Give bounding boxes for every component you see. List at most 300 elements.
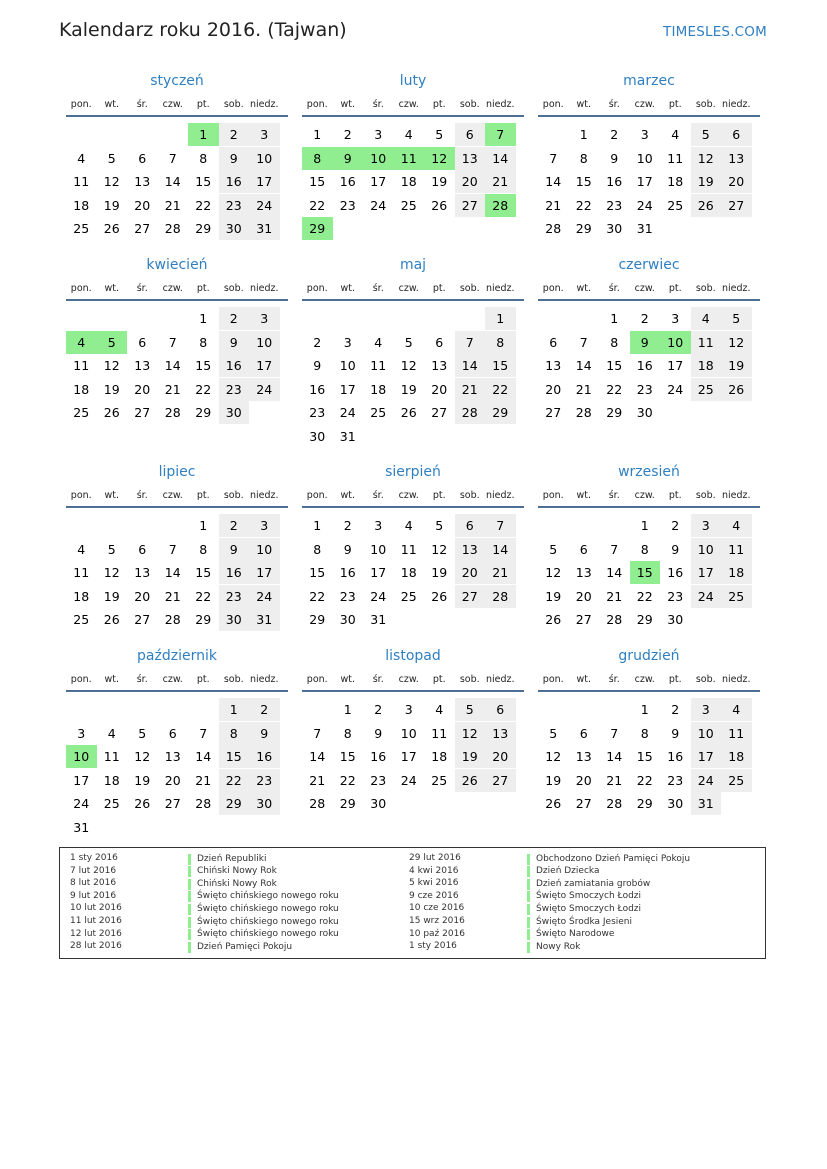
day-cell: 24 [370, 197, 387, 213]
day-cell: 26 [431, 588, 448, 604]
day-cell: 8 [343, 725, 352, 741]
day-cell: 14 [164, 174, 181, 189]
holiday-day-cell: 12 [424, 147, 455, 170]
day-cell: 26 [545, 796, 562, 811]
month-name: czerwiec [618, 257, 680, 273]
header-divider [66, 506, 288, 508]
day-cell: 28 [309, 796, 326, 811]
day-cell: 17 [370, 174, 387, 189]
weekday-header: śr. [372, 283, 384, 294]
day-cell: 7 [168, 150, 177, 166]
day-cell: 9 [219, 147, 250, 170]
weekday-header: sob. [695, 490, 716, 501]
day-cell: 1 [640, 702, 649, 717]
day-cell: 24 [667, 381, 684, 397]
day-cell: 1 [640, 518, 649, 533]
day-cell: 27 [575, 796, 592, 811]
day-cell: 26 [691, 194, 722, 217]
day-cell: 18 [103, 772, 120, 788]
day-cell: 17 [339, 381, 356, 397]
legend-holiday-name: Święto chińskiego nowego roku [188, 917, 339, 928]
day-cell: 1 [313, 518, 322, 533]
day-cell: 19 [545, 588, 562, 604]
day-cell: 1 [199, 518, 208, 533]
weekday-header: czw. [398, 283, 419, 294]
day-cell: 14 [606, 749, 623, 764]
day-cell: 30 [370, 796, 387, 811]
day-cell: 15 [485, 354, 516, 377]
legend-date: 11 lut 2016 [70, 916, 122, 926]
day-cell: 23 [667, 772, 684, 788]
weekday-header: niedz. [249, 99, 279, 110]
legend-date: 4 kwi 2016 [409, 865, 459, 876]
holiday-day-cell: 11 [394, 147, 425, 170]
day-cell: 15 [195, 174, 212, 189]
weekday-header: sob. [459, 674, 480, 685]
day-cell: 22 [219, 769, 250, 792]
day-cell: 10 [249, 331, 280, 354]
weekday-header: śr. [608, 674, 620, 685]
day-cell: 16 [667, 565, 684, 580]
day-cell: 12 [691, 147, 722, 170]
day-cell: 5 [691, 123, 722, 146]
weekday-header: wt. [340, 490, 355, 501]
day-cell: 29 [606, 405, 623, 420]
holiday-day-cell: 9 [630, 331, 661, 354]
day-cell: 8 [579, 150, 588, 166]
day-cell: 13 [721, 147, 752, 170]
weekday-header: śr. [372, 99, 384, 110]
day-cell: 16 [339, 565, 356, 580]
day-cell: 8 [640, 725, 649, 741]
day-cell: 25 [691, 378, 722, 401]
day-cell: 2 [671, 702, 680, 717]
header-divider [538, 690, 760, 692]
day-cell: 16 [219, 354, 250, 377]
day-cell: 19 [400, 381, 417, 397]
day-cell: 28 [606, 612, 623, 627]
month-name: lipiec [158, 464, 196, 480]
day-cell: 1 [343, 702, 352, 717]
day-cell: 9 [610, 150, 619, 166]
month-name: wrzesień [618, 464, 680, 480]
day-cell: 3 [671, 311, 680, 326]
day-cell: 7 [168, 334, 177, 350]
day-cell: 6 [579, 725, 588, 741]
day-cell: 16 [309, 381, 326, 397]
legend-holiday-name: Święto Środka Jesieni [527, 917, 632, 928]
holiday-day-cell: 8 [302, 147, 333, 170]
day-cell: 9 [219, 538, 250, 561]
day-cell: 22 [606, 381, 623, 397]
weekday-header: wt. [576, 674, 591, 685]
weekday-header: wt. [104, 99, 119, 110]
day-cell: 24 [339, 405, 356, 420]
month-name: grudzień [618, 648, 680, 664]
day-cell: 22 [309, 197, 326, 213]
legend-date: 15 wrz 2016 [409, 916, 465, 926]
day-cell: 5 [455, 698, 486, 721]
day-cell: 4 [107, 725, 116, 741]
day-cell: 20 [431, 381, 448, 397]
day-cell: 13 [164, 749, 181, 764]
day-cell: 6 [138, 541, 147, 557]
day-cell: 29 [195, 221, 212, 236]
day-cell: 17 [667, 358, 684, 373]
weekday-header: sob. [223, 674, 244, 685]
weekday-header: pt. [668, 283, 682, 294]
weekday-header: pon. [306, 99, 328, 110]
header-divider [538, 299, 760, 301]
month-name: sierpień [385, 464, 441, 480]
day-cell: 20 [455, 170, 486, 193]
day-cell: 20 [575, 772, 592, 788]
weekday-header: sob. [695, 674, 716, 685]
weekday-header: czw. [162, 490, 183, 501]
day-cell: 5 [404, 334, 413, 350]
day-cell: 13 [575, 565, 592, 580]
day-cell: 10 [636, 150, 653, 166]
weekday-header: czw. [634, 490, 655, 501]
day-cell: 13 [545, 358, 562, 373]
day-cell: 13 [134, 565, 151, 580]
legend-date: 1 sty 2016 [409, 941, 457, 952]
day-cell: 16 [370, 749, 387, 764]
day-cell: 8 [313, 541, 322, 557]
day-cell: 7 [455, 331, 486, 354]
day-cell: 9 [343, 541, 352, 557]
day-cell: 4 [435, 702, 444, 717]
day-cell: 18 [73, 381, 90, 397]
day-cell: 5 [721, 307, 752, 330]
month-name: październik [137, 648, 217, 664]
day-cell: 25 [73, 221, 90, 236]
day-cell: 1 [610, 311, 619, 326]
weekday-header: wt. [576, 490, 591, 501]
month-name: styczeń [150, 73, 204, 89]
weekday-header: śr. [608, 490, 620, 501]
weekday-header: pt. [196, 674, 210, 685]
day-cell: 19 [455, 745, 486, 768]
day-cell: 1 [219, 698, 250, 721]
day-cell: 26 [103, 405, 120, 420]
weekday-header: wt. [340, 283, 355, 294]
weekday-header: śr. [372, 674, 384, 685]
header-divider [302, 506, 524, 508]
day-cell: 24 [691, 585, 722, 608]
day-cell: 23 [219, 585, 250, 608]
day-cell: 2 [219, 307, 250, 330]
day-cell: 27 [575, 612, 592, 627]
day-cell: 14 [195, 749, 212, 764]
day-cell: 26 [400, 405, 417, 420]
weekday-header: pt. [432, 99, 446, 110]
day-cell: 22 [339, 772, 356, 788]
day-cell: 9 [671, 725, 680, 741]
day-cell: 21 [164, 381, 181, 397]
day-cell: 13 [455, 538, 486, 561]
holiday-day-cell: 10 [66, 745, 97, 768]
weekday-header: czw. [162, 99, 183, 110]
day-cell: 22 [195, 588, 212, 604]
day-cell: 17 [636, 174, 653, 189]
day-cell: 24 [73, 796, 90, 811]
day-cell: 9 [219, 331, 250, 354]
day-cell: 16 [219, 561, 250, 584]
weekday-header: pt. [668, 99, 682, 110]
day-cell: 3 [77, 725, 86, 741]
brand-link[interactable]: TIMESLES.COM [663, 24, 767, 40]
weekday-header: czw. [162, 283, 183, 294]
legend-date: 1 sty 2016 [70, 853, 118, 863]
day-cell: 1 [579, 127, 588, 142]
day-cell: 23 [606, 197, 623, 213]
legend-date: 9 lut 2016 [70, 890, 117, 901]
header-divider [538, 115, 760, 117]
legend-holiday-name: Nowy Rok [527, 942, 580, 953]
day-cell: 8 [485, 331, 516, 354]
day-cell: 27 [455, 585, 486, 608]
day-cell: 27 [721, 194, 752, 217]
day-cell: 12 [103, 358, 120, 373]
day-cell: 31 [370, 612, 387, 627]
day-cell: 20 [134, 197, 151, 213]
weekday-header: pt. [432, 283, 446, 294]
header-divider [66, 690, 288, 692]
day-cell: 30 [667, 796, 684, 811]
day-cell: 18 [667, 174, 684, 189]
day-cell: 15 [195, 565, 212, 580]
day-cell: 6 [485, 698, 516, 721]
day-cell: 19 [103, 381, 120, 397]
day-cell: 12 [545, 749, 562, 764]
day-cell: 29 [485, 401, 516, 424]
day-cell: 10 [339, 358, 356, 373]
holiday-day-cell: 9 [333, 147, 364, 170]
day-cell: 25 [73, 405, 90, 420]
day-cell: 31 [691, 792, 722, 815]
day-cell: 14 [545, 174, 562, 189]
day-cell: 6 [435, 334, 444, 350]
weekday-header: czw. [398, 674, 419, 685]
day-cell: 17 [400, 749, 417, 764]
day-cell: 26 [134, 796, 151, 811]
day-cell: 12 [134, 749, 151, 764]
day-cell: 20 [575, 588, 592, 604]
day-cell: 8 [199, 541, 208, 557]
day-cell: 3 [374, 518, 383, 533]
day-cell: 21 [606, 772, 623, 788]
day-cell: 18 [431, 749, 448, 764]
weekday-header: sob. [459, 283, 480, 294]
day-cell: 29 [636, 796, 653, 811]
day-cell: 5 [435, 127, 444, 142]
day-cell: 18 [691, 354, 722, 377]
legend-date: 28 lut 2016 [70, 941, 122, 952]
day-cell: 8 [640, 541, 649, 557]
day-cell: 21 [606, 588, 623, 604]
day-cell: 1 [485, 307, 516, 330]
legend-date: 8 lut 2016 [70, 878, 117, 889]
day-cell: 28 [455, 401, 486, 424]
day-cell: 7 [610, 541, 619, 557]
weekday-header: niedz. [485, 490, 515, 501]
header-divider [302, 115, 524, 117]
day-cell: 2 [219, 514, 250, 537]
day-cell: 3 [691, 698, 722, 721]
day-cell: 20 [134, 588, 151, 604]
weekday-header: pt. [196, 99, 210, 110]
weekday-header: wt. [576, 283, 591, 294]
day-cell: 5 [138, 725, 147, 741]
weekday-header: śr. [136, 674, 148, 685]
day-cell: 6 [455, 123, 486, 146]
day-cell: 16 [606, 174, 623, 189]
day-cell: 18 [400, 565, 417, 580]
day-cell: 27 [431, 405, 448, 420]
day-cell: 8 [219, 722, 250, 745]
day-cell: 27 [164, 796, 181, 811]
weekday-header: niedz. [485, 674, 515, 685]
weekday-header: pt. [432, 674, 446, 685]
weekday-header: pt. [196, 490, 210, 501]
weekday-header: pon. [542, 99, 564, 110]
day-cell: 15 [195, 358, 212, 373]
day-cell: 28 [195, 796, 212, 811]
day-cell: 23 [636, 381, 653, 397]
legend-date: 10 lut 2016 [70, 903, 122, 914]
day-cell: 14 [485, 538, 516, 561]
day-cell: 28 [575, 405, 592, 420]
day-cell: 22 [575, 197, 592, 213]
weekday-header: pt. [196, 283, 210, 294]
day-cell: 12 [431, 541, 448, 557]
day-cell: 2 [249, 698, 280, 721]
holiday-day-cell: 15 [630, 561, 661, 584]
day-cell: 30 [249, 792, 280, 815]
day-cell: 24 [691, 769, 722, 792]
day-cell: 22 [309, 588, 326, 604]
weekday-header: niedz. [485, 99, 515, 110]
day-cell: 17 [73, 772, 90, 788]
day-cell: 20 [134, 381, 151, 397]
day-cell: 7 [549, 150, 558, 166]
weekday-header: niedz. [721, 490, 751, 501]
day-cell: 2 [374, 702, 383, 717]
weekday-header: śr. [608, 283, 620, 294]
day-cell: 3 [691, 514, 722, 537]
day-cell: 21 [575, 381, 592, 397]
day-cell: 8 [199, 150, 208, 166]
day-cell: 15 [339, 749, 356, 764]
day-cell: 14 [485, 147, 516, 170]
day-cell: 26 [721, 378, 752, 401]
day-cell: 10 [691, 538, 722, 561]
day-cell: 31 [73, 819, 90, 835]
day-cell: 28 [164, 405, 181, 420]
day-cell: 9 [249, 722, 280, 745]
day-cell: 20 [455, 561, 486, 584]
day-cell: 5 [435, 518, 444, 533]
day-cell: 7 [199, 725, 208, 741]
day-cell: 25 [721, 769, 752, 792]
legend-date: 5 kwi 2016 [409, 878, 459, 889]
legend-holiday-name: Dzień Dziecka [527, 866, 599, 877]
weekday-header: niedz. [249, 283, 279, 294]
day-cell: 30 [339, 612, 356, 627]
day-cell: 9 [313, 358, 322, 373]
weekday-header: pon. [306, 283, 328, 294]
day-cell: 17 [249, 170, 280, 193]
day-cell: 5 [549, 541, 558, 557]
legend-holiday-name: Dzień Pamięci Pokoju [188, 942, 292, 953]
day-cell: 14 [575, 358, 592, 373]
day-cell: 23 [249, 769, 280, 792]
day-cell: 28 [485, 585, 516, 608]
legend-date: 10 cze 2016 [409, 903, 465, 914]
legend-date: 9 cze 2016 [409, 890, 459, 901]
day-cell: 12 [103, 565, 120, 580]
legend-date: 12 lut 2016 [70, 928, 122, 939]
day-cell: 19 [691, 170, 722, 193]
day-cell: 11 [103, 749, 120, 764]
day-cell: 19 [545, 772, 562, 788]
day-cell: 16 [636, 358, 653, 373]
holiday-day-cell: 5 [97, 331, 128, 354]
weekday-header: pon. [306, 674, 328, 685]
day-cell: 20 [721, 170, 752, 193]
day-cell: 28 [606, 796, 623, 811]
day-cell: 5 [107, 150, 116, 166]
page-title: Kalendarz roku 2016. (Tajwan) [59, 19, 347, 41]
day-cell: 28 [164, 221, 181, 236]
day-cell: 20 [545, 381, 562, 397]
day-cell: 13 [134, 174, 151, 189]
day-cell: 7 [610, 725, 619, 741]
day-cell: 30 [219, 608, 250, 631]
day-cell: 11 [400, 541, 417, 557]
weekday-header: niedz. [249, 490, 279, 501]
header-divider [538, 506, 760, 508]
day-cell: 24 [249, 585, 280, 608]
day-cell: 23 [667, 588, 684, 604]
day-cell: 11 [721, 538, 752, 561]
day-cell: 31 [249, 217, 280, 240]
weekday-header: czw. [162, 674, 183, 685]
day-cell: 18 [370, 381, 387, 397]
day-cell: 4 [691, 307, 722, 330]
day-cell: 27 [134, 612, 151, 627]
day-cell: 15 [309, 565, 326, 580]
legend-holiday-name: Chiński Nowy Rok [188, 879, 277, 890]
day-cell: 21 [545, 197, 562, 213]
day-cell: 12 [103, 174, 120, 189]
day-cell: 12 [455, 722, 486, 745]
weekday-header: wt. [340, 99, 355, 110]
day-cell: 29 [219, 792, 250, 815]
legend-holiday-name: Święto Smoczych Łodzi [527, 904, 641, 915]
day-cell: 14 [455, 354, 486, 377]
weekday-header: sob. [223, 283, 244, 294]
header-divider [302, 690, 524, 692]
weekday-header: pon. [542, 490, 564, 501]
weekday-header: czw. [634, 99, 655, 110]
weekday-header: wt. [104, 283, 119, 294]
weekday-header: niedz. [721, 99, 751, 110]
day-cell: 8 [199, 334, 208, 350]
day-cell: 16 [339, 174, 356, 189]
day-cell: 3 [249, 123, 280, 146]
